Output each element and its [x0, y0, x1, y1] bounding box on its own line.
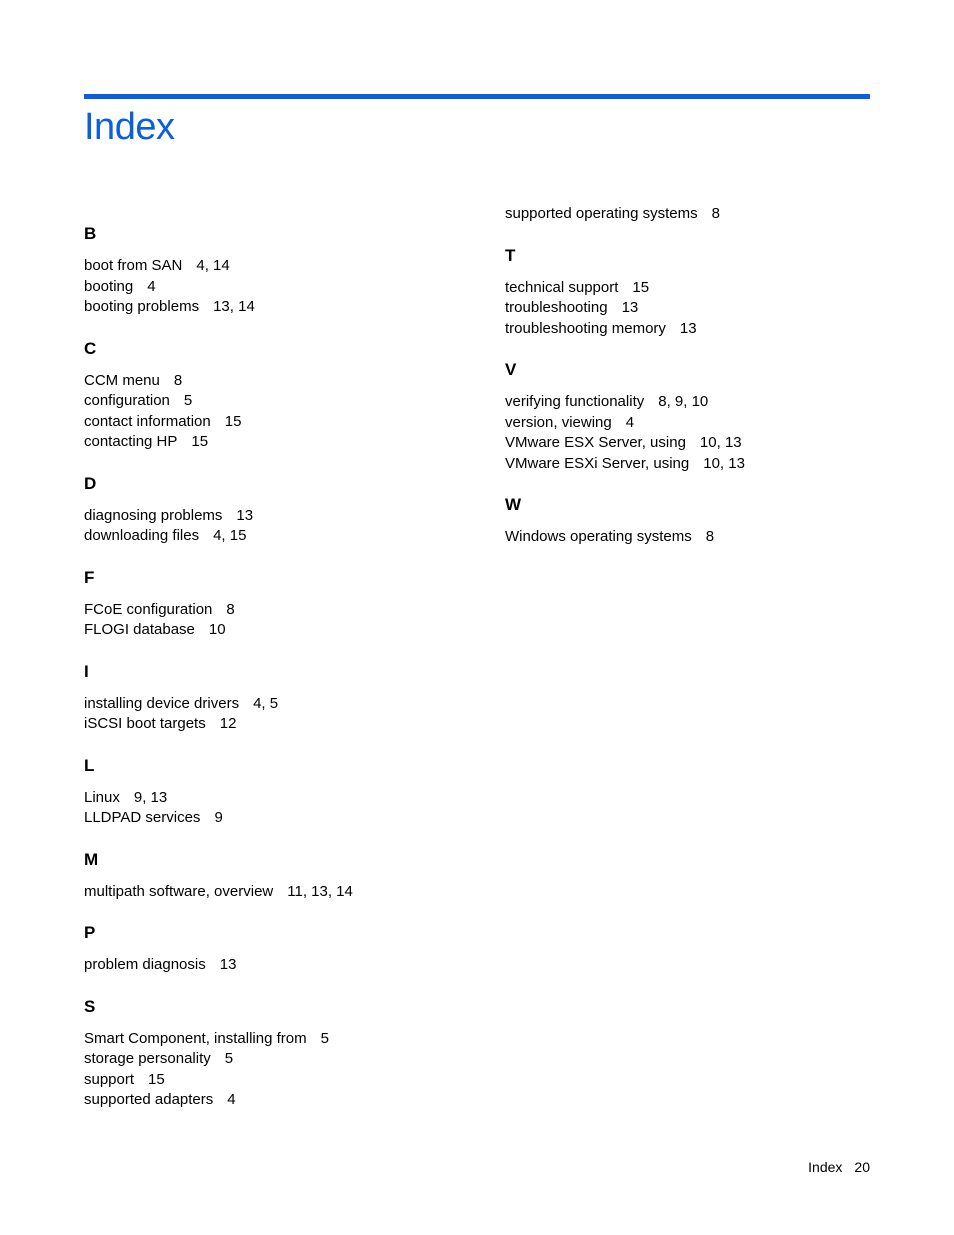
index-entry — [84, 1029, 464, 1050]
index-entry — [84, 256, 464, 277]
index-term: storage personality — [84, 1050, 211, 1067]
index-term: Linux — [84, 788, 120, 806]
index-entry — [505, 319, 885, 340]
index-page-refs: 4 — [147, 277, 156, 295]
section-letter: S — [84, 996, 96, 1016]
index-entry — [84, 1070, 464, 1091]
index-section-l — [84, 756, 464, 829]
index-term: technical support — [505, 278, 619, 296]
index-column-right — [505, 204, 885, 569]
index-page-refs: 13 — [236, 506, 254, 524]
index-section-m — [84, 850, 464, 903]
index-page-refs: 4 — [227, 1091, 236, 1108]
footer-label: Index — [808, 1159, 843, 1175]
section-letter: I — [84, 661, 89, 681]
index-section-i — [84, 662, 464, 735]
index-page-refs: 11, 13, 14 — [287, 882, 353, 900]
index-entry — [84, 277, 464, 298]
index-section-c — [84, 339, 464, 453]
index-page-refs: 8 — [711, 205, 720, 222]
index-page-refs: 10 — [208, 621, 226, 638]
entry-list — [84, 694, 464, 735]
index-page-refs: 13, 14 — [213, 298, 255, 315]
index-entry — [84, 297, 464, 318]
index-page-refs: 15 — [224, 412, 242, 430]
index-section-p — [84, 923, 464, 976]
index-term: supported adapters — [84, 1091, 214, 1108]
page-title: Index — [84, 106, 175, 148]
index-page-refs: 9, 13 — [133, 788, 168, 806]
index-section-w — [505, 495, 885, 548]
index-term: iSCSI boot targets — [84, 715, 206, 732]
index-section-v — [505, 360, 885, 474]
index-section-f — [84, 568, 464, 641]
index-term: troubleshooting memory — [505, 319, 666, 337]
index-term: LLDPAD services — [84, 809, 201, 826]
index-page-refs: 8 — [173, 371, 183, 389]
index-page-refs: 15 — [148, 1070, 165, 1088]
section-letter: L — [84, 755, 95, 775]
continued-entries — [505, 204, 885, 225]
index-entry — [84, 1049, 464, 1070]
index-page-refs: 15 — [191, 433, 209, 450]
entry-list — [505, 527, 885, 548]
index-entry — [84, 506, 464, 527]
section-letter: D — [84, 473, 97, 493]
index-entry — [84, 371, 464, 392]
index-entry — [84, 808, 464, 829]
entry-list — [84, 788, 464, 829]
index-page-refs: 13 — [621, 299, 639, 316]
index-entry — [84, 694, 464, 715]
index-term: problem diagnosis — [84, 956, 206, 973]
index-term: verifying functionality — [505, 393, 645, 410]
index-page-refs: 9 — [214, 809, 223, 826]
index-entry — [505, 454, 885, 475]
index-page-refs: 5 — [183, 392, 193, 409]
index-entry — [84, 620, 464, 641]
index-entry — [84, 714, 464, 735]
index-term: contact information — [84, 412, 211, 430]
section-letter: C — [84, 338, 97, 358]
index-term: version, viewing — [505, 413, 612, 431]
index-term: installing device drivers — [84, 694, 240, 712]
index-entry — [84, 432, 464, 453]
index-entry — [84, 600, 464, 621]
index-term: boot from SAN — [84, 257, 183, 274]
section-letter: F — [84, 567, 95, 587]
index-section-s — [84, 997, 464, 1111]
page-footer — [808, 1158, 870, 1176]
index-section-b — [84, 224, 464, 318]
index-entry — [84, 882, 464, 903]
index-entry — [505, 278, 885, 299]
index-page-refs: 10, 13 — [699, 434, 742, 451]
entry-list — [505, 278, 885, 340]
entry-list — [84, 882, 464, 903]
index-term: downloading files — [84, 527, 200, 544]
index-page-refs: 13 — [679, 319, 697, 337]
index-entry — [84, 1090, 464, 1111]
index-term: CCM menu — [84, 371, 160, 389]
index-entry — [505, 413, 885, 434]
index-entry — [505, 433, 885, 454]
index-entry — [84, 955, 464, 976]
index-page-refs: 4 — [625, 413, 635, 431]
index-page-refs: 4, 14 — [196, 257, 230, 274]
index-page-refs: 4, 5 — [253, 694, 279, 712]
entry-list — [84, 256, 464, 318]
section-letter: B — [84, 224, 97, 243]
section-letter: M — [84, 849, 99, 869]
index-term: supported operating systems — [505, 205, 698, 222]
index-page-refs: 4, 15 — [213, 527, 247, 544]
index-entry — [505, 204, 885, 225]
index-entry — [84, 412, 464, 433]
index-page-refs: 8 — [226, 600, 235, 618]
index-page-refs: 8, 9, 10 — [658, 393, 709, 410]
index-term: FLOGI database — [84, 621, 195, 638]
index-term: contacting HP — [84, 433, 178, 450]
index-entry — [505, 298, 885, 319]
index-page-refs: 13 — [219, 956, 237, 973]
index-term: troubleshooting — [505, 299, 608, 316]
section-letter: V — [505, 360, 517, 379]
index-section-t — [505, 246, 885, 340]
index-term: VMware ESX Server, using — [505, 434, 686, 451]
entry-list — [505, 392, 885, 474]
index-entry — [84, 391, 464, 412]
index-page-refs: 5 — [320, 1029, 329, 1047]
index-term: booting problems — [84, 298, 200, 315]
section-letter: P — [84, 923, 96, 942]
index-term: VMware ESXi Server, using — [505, 454, 690, 472]
index-page-refs: 5 — [224, 1050, 234, 1067]
index-term: multipath software, overview — [84, 882, 274, 900]
index-column-left — [84, 224, 464, 1132]
index-term: configuration — [84, 392, 170, 409]
entry-list — [84, 1029, 464, 1111]
entry-list — [84, 506, 464, 547]
title-rule — [84, 94, 870, 99]
index-page-refs: 8 — [705, 528, 715, 545]
index-term: support — [84, 1070, 135, 1088]
section-letter: T — [505, 245, 516, 265]
index-page-refs: 10, 13 — [703, 454, 745, 472]
index-term: Windows operating systems — [505, 528, 692, 545]
index-entry — [505, 392, 885, 413]
index-term: FCoE configuration — [84, 600, 213, 618]
right-sections — [505, 246, 885, 548]
entry-list — [84, 600, 464, 641]
index-page-refs: 12 — [219, 715, 237, 732]
index-page-refs: 15 — [632, 278, 650, 296]
page-number: 20 — [854, 1159, 870, 1175]
entry-list — [84, 371, 464, 453]
entry-list — [84, 955, 464, 976]
index-term: diagnosing problems — [84, 506, 223, 524]
index-entry — [84, 526, 464, 547]
section-letter: W — [505, 495, 522, 514]
index-term: booting — [84, 277, 134, 295]
index-entry — [505, 527, 885, 548]
index-entry — [84, 788, 464, 809]
index-section-d — [84, 474, 464, 547]
index-term: Smart Component, installing from — [84, 1029, 307, 1047]
